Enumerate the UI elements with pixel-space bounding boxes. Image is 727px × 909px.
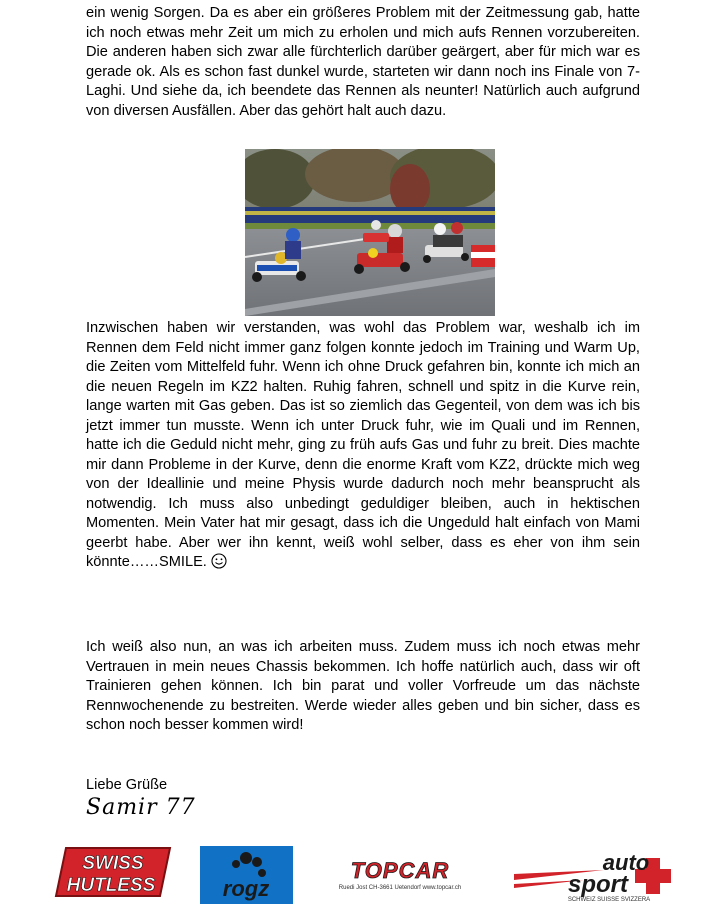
swiss-hutless-line1: SWISS [82, 853, 144, 874]
autosport-logo [514, 850, 694, 902]
paragraph-1: ein wenig Sorgen. Da es aber ein größeres Problem mit der Zeitmessung gab, hatte ich noch etwas mehr Zeit um mich zu erholen und mich aufs Rennen vorzubereiten. Die anderen haben sich zwar alle fürchterlich darüber geärgert, aber für mich war es gerade ok. Als es schon fast dunkel wurde, starteten wir dann noch ins Finale von 7-Laghi. Und siehe da, ich beendete das Rennen als neunter! Natürlich auch aufgrund von diversen Ausfällen. Aber das gehört halt auch dazu. [86, 5, 640, 119]
closing-greeting: Liebe Grüße [86, 777, 168, 793]
signature: Samir 77 [86, 795, 196, 820]
swiss-hutless-line2: HUTLESS [66, 875, 156, 896]
paragraph-2-text: Inzwischen haben wir verstanden, was wohl das Problem war, weshalb ich im Rennen dem Feld nicht immer ganz folgen konnte jedoch im Training und Warm Up, die Zeiten vom Mittelfeld fuhr. Wenn ich ohne Druck gefahren bin, konnte ich mich an die neuen Regeln im KZ2 halten. Ruhig fahren, schnell und spitz in die Kurve rein, lange warten mit Gas geben. Das ist so ziemlich das Gegenteil, von dem was ich bis jetzt immer tun musste. Wenn ich unter Druck fuhr, wie im Quali und im Rennen, hatte ich die Geduld nicht mehr, ging zu früh aufs Gas und fuhr zu breit. Dies machte mir dann Probleme in der Kurve, denn die enorme Kraft vom KZ2, drückte mich weg von der Ideallinie und meine Physis wurde dadurch noch mehr beansprucht als notwendig. Ich muss also unbedingt geduldiger bleiben, auch in hektischen Momenten. Mein Vater hat mir gesagt, dass ich die Ungeduld halt einfach von Mami geerbt habe. Aber wer ihn kennt, weiß wohl selber, dass es eher von ihm sein könnte……SMILE. [86, 320, 640, 570]
paragraph-2 [86, 319, 640, 576]
topcar-logo [318, 858, 483, 892]
autosport-tagline: SCHWEIZ SUISSE SVIZZERA [567, 897, 651, 902]
paragraph-3: Ich weiß also nun, an was ich arbeiten muss. Zudem muss ich noch etwas mehr Vertrauen in mein neues Chassis bekommen. Ich hoffe natürlich auch, dass wir oft Trainieren gehen können. Ich bin parat und voller Vorfreude um das nächste Rennwochenende zu bestreiten. Werde wieder alles geben und bin sicher, dass es schon noch besser kommen wird! [86, 639, 640, 733]
autosport-line1: auto [602, 850, 650, 875]
autosport-line2: sport [568, 871, 628, 898]
topcar-name: TOPCAR [350, 858, 450, 883]
rogz-logo [200, 846, 293, 904]
topcar-address: Ruedi Jost CH-3661 Uetendorf www.topcar.ch [338, 885, 462, 891]
swiss-hutless-logo [54, 846, 172, 898]
rogz-name: rogz [222, 876, 270, 901]
karting-race-photo [245, 149, 495, 316]
smiley-icon [211, 553, 227, 576]
